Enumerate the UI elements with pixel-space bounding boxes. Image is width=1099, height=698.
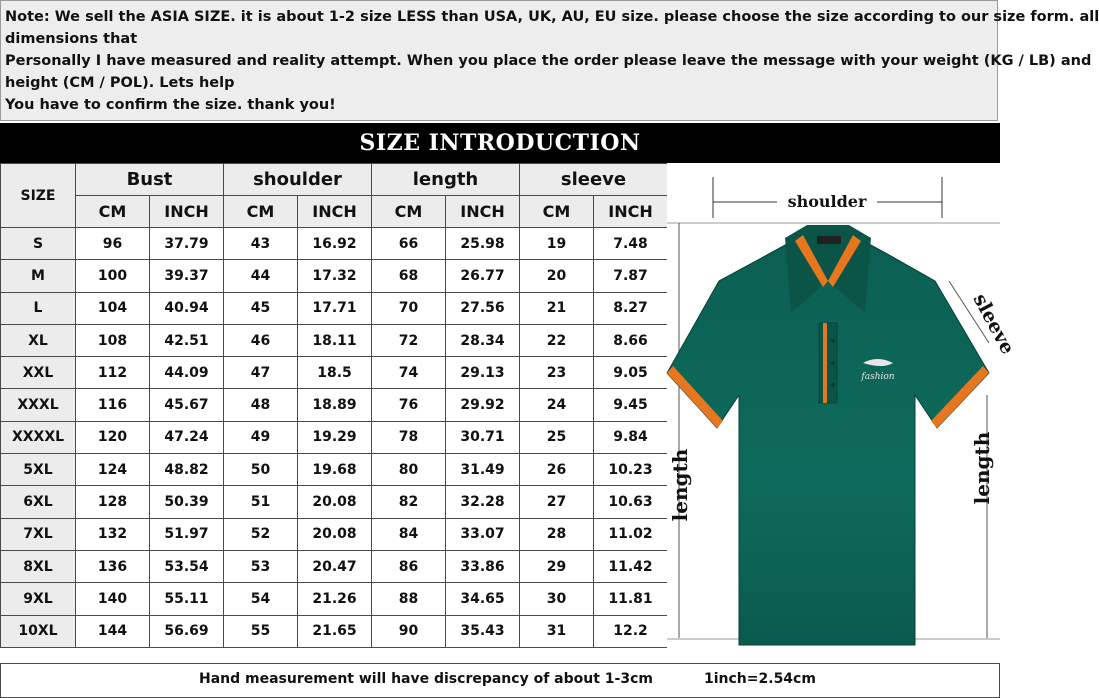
measurement-cell: 128 xyxy=(76,486,150,518)
measurement-cell: 35.43 xyxy=(446,615,520,647)
measurement-cell: 21.26 xyxy=(298,583,372,615)
measurement-cell: 66 xyxy=(372,228,446,260)
size-cell: M xyxy=(1,260,76,292)
measurement-cell: 96 xyxy=(76,228,150,260)
measurement-cell: 52 xyxy=(224,518,298,550)
size-cell: 5XL xyxy=(1,454,76,486)
measurement-cell: 43 xyxy=(224,228,298,260)
measurement-cell: 19.29 xyxy=(298,421,372,453)
measurement-cell: 45.67 xyxy=(150,389,224,421)
table-row xyxy=(1,486,668,518)
measurement-cell: 18.5 xyxy=(298,357,372,389)
measurement-cell: 19 xyxy=(520,228,594,260)
measurement-cell: 27 xyxy=(520,486,594,518)
footer-bar xyxy=(0,663,1000,698)
measurement-cell: 11.81 xyxy=(594,583,668,615)
unit-header: CM xyxy=(372,196,446,228)
measurement-cell: 27.56 xyxy=(446,292,520,324)
note-line: Note: We sell the ASIA SIZE. it is about 1-2 size LESS than USA, UK, AU, EU size. please choose the size according to our size form. all xyxy=(5,9,1099,25)
measurement-cell: 32.28 xyxy=(446,486,520,518)
measurement-cell: 26.77 xyxy=(446,260,520,292)
measurement-cell: 100 xyxy=(76,260,150,292)
shoulder-header: shoulder xyxy=(224,164,372,196)
measurement-cell: 25.98 xyxy=(446,228,520,260)
table-row xyxy=(1,292,668,324)
measurement-cell: 39.37 xyxy=(150,260,224,292)
size-cell: XXL xyxy=(1,357,76,389)
measurement-cell: 51.97 xyxy=(150,518,224,550)
measurement-cell: 45 xyxy=(224,292,298,324)
collar-tag xyxy=(817,236,841,244)
size-table xyxy=(0,163,668,648)
shirt-body xyxy=(667,233,989,645)
note-line: Personally I have measured and reality attempt. When you place the order please leave the message with your weight (KG / LB) and xyxy=(5,53,1092,69)
measurement-cell: 50.39 xyxy=(150,486,224,518)
unit-header: CM xyxy=(76,196,150,228)
placket-trim xyxy=(823,323,827,403)
measurement-cell: 31.49 xyxy=(446,454,520,486)
measurement-cell: 11.42 xyxy=(594,550,668,582)
measurement-cell: 10.23 xyxy=(594,454,668,486)
measurement-cell: 19.68 xyxy=(298,454,372,486)
measurement-cell: 9.45 xyxy=(594,389,668,421)
measurement-cell: 74 xyxy=(372,357,446,389)
polo-shirt-illustration xyxy=(667,163,1019,663)
measurement-cell: 21 xyxy=(520,292,594,324)
shoulder-label: shoulder xyxy=(787,192,867,211)
note-line: dimensions that xyxy=(5,31,138,47)
button xyxy=(831,339,835,343)
bust-header: Bust xyxy=(76,164,224,196)
button xyxy=(831,383,835,387)
length-label-right: length xyxy=(970,431,994,505)
measurement-cell: 80 xyxy=(372,454,446,486)
size-cell: 8XL xyxy=(1,550,76,582)
size-note xyxy=(0,0,1099,121)
sleeve-label: sleeve xyxy=(968,290,1019,358)
measurement-cell: 88 xyxy=(372,583,446,615)
table-row xyxy=(1,421,668,453)
measurement-cell: 53.54 xyxy=(150,550,224,582)
measurement-cell: 144 xyxy=(76,615,150,647)
measurement-cell: 54 xyxy=(224,583,298,615)
measurement-cell: 29 xyxy=(520,550,594,582)
size-cell: XXXXL xyxy=(1,421,76,453)
measurement-cell: 46 xyxy=(224,324,298,356)
measurement-cell: 8.27 xyxy=(594,292,668,324)
brand-text: fashion xyxy=(861,372,895,382)
measurement-cell: 20.08 xyxy=(298,518,372,550)
table-row xyxy=(1,357,668,389)
unit-header: INCH xyxy=(594,196,668,228)
size-cell: XXXL xyxy=(1,389,76,421)
unit-header: INCH xyxy=(150,196,224,228)
measurement-cell: 30 xyxy=(520,583,594,615)
note-line: You have to confirm the size. thank you! xyxy=(5,97,336,113)
measurement-cell: 70 xyxy=(372,292,446,324)
measurement-cell: 28.34 xyxy=(446,324,520,356)
measurement-cell: 22 xyxy=(520,324,594,356)
unit-header: CM xyxy=(520,196,594,228)
table-row xyxy=(1,324,668,356)
size-cell: XL xyxy=(1,324,76,356)
table-row xyxy=(1,228,668,260)
measurement-cell: 33.86 xyxy=(446,550,520,582)
measurement-cell: 17.71 xyxy=(298,292,372,324)
measurement-cell: 18.89 xyxy=(298,389,372,421)
size-cell: S xyxy=(1,228,76,260)
measurement-cell: 17.32 xyxy=(298,260,372,292)
measurement-cell: 140 xyxy=(76,583,150,615)
measurement-cell: 124 xyxy=(76,454,150,486)
measurement-cell: 49 xyxy=(224,421,298,453)
table-row xyxy=(1,389,668,421)
measurement-cell: 7.87 xyxy=(594,260,668,292)
measurement-cell: 44.09 xyxy=(150,357,224,389)
measurement-cell: 11.02 xyxy=(594,518,668,550)
measurement-cell: 40.94 xyxy=(150,292,224,324)
measurement-cell: 16.92 xyxy=(298,228,372,260)
table-row xyxy=(1,550,668,582)
measurement-cell: 33.07 xyxy=(446,518,520,550)
measurement-cell: 78 xyxy=(372,421,446,453)
measurement-cell: 24 xyxy=(520,389,594,421)
unit-header: INCH xyxy=(446,196,520,228)
measurement-cell: 132 xyxy=(76,518,150,550)
measurement-cell: 82 xyxy=(372,486,446,518)
measurement-cell: 56.69 xyxy=(150,615,224,647)
measurement-cell: 18.11 xyxy=(298,324,372,356)
measurement-cell: 48 xyxy=(224,389,298,421)
size-cell: 10XL xyxy=(1,615,76,647)
measurement-cell: 90 xyxy=(372,615,446,647)
measurement-cell: 7.48 xyxy=(594,228,668,260)
conversion-note: 1inch=2.54cm xyxy=(704,671,816,687)
measurement-cell: 20.08 xyxy=(298,486,372,518)
measurement-cell: 8.66 xyxy=(594,324,668,356)
measurement-cell: 47 xyxy=(224,357,298,389)
measurement-cell: 104 xyxy=(76,292,150,324)
measurement-cell: 76 xyxy=(372,389,446,421)
measurement-cell: 20.47 xyxy=(298,550,372,582)
length-label-left: length xyxy=(668,448,692,522)
measurement-cell: 10.63 xyxy=(594,486,668,518)
size-introduction-banner: SIZE INTRODUCTION xyxy=(0,123,1000,163)
measurement-cell: 68 xyxy=(372,260,446,292)
measurement-cell: 120 xyxy=(76,421,150,453)
measurement-cell: 26 xyxy=(520,454,594,486)
table-row xyxy=(1,583,668,615)
measurement-cell: 42.51 xyxy=(150,324,224,356)
measurement-cell: 25 xyxy=(520,421,594,453)
measurement-cell: 112 xyxy=(76,357,150,389)
measurement-cell: 21.65 xyxy=(298,615,372,647)
measurement-cell: 20 xyxy=(520,260,594,292)
measurement-cell: 55.11 xyxy=(150,583,224,615)
shirt-diagram xyxy=(667,163,1019,663)
table-row xyxy=(1,260,668,292)
table-row xyxy=(1,615,668,647)
measurement-cell: 48.82 xyxy=(150,454,224,486)
measurement-cell: 30.71 xyxy=(446,421,520,453)
measurement-cell: 29.92 xyxy=(446,389,520,421)
measurement-cell: 23 xyxy=(520,357,594,389)
measurement-cell: 9.05 xyxy=(594,357,668,389)
measurement-cell: 12.2 xyxy=(594,615,668,647)
note-line: height (CM / POL). Lets help xyxy=(5,75,235,91)
length-header: length xyxy=(372,164,520,196)
sleeve-header: sleeve xyxy=(520,164,668,196)
button xyxy=(831,361,835,365)
measurement-cell: 55 xyxy=(224,615,298,647)
measurement-cell: 47.24 xyxy=(150,421,224,453)
measurement-cell: 86 xyxy=(372,550,446,582)
size-header: SIZE xyxy=(1,164,76,228)
unit-header: INCH xyxy=(298,196,372,228)
measurement-cell: 53 xyxy=(224,550,298,582)
measurement-cell: 29.13 xyxy=(446,357,520,389)
measurement-cell: 34.65 xyxy=(446,583,520,615)
table-row xyxy=(1,518,668,550)
measurement-cell: 116 xyxy=(76,389,150,421)
size-cell: L xyxy=(1,292,76,324)
measurement-cell: 9.84 xyxy=(594,421,668,453)
measurement-cell: 50 xyxy=(224,454,298,486)
measurement-cell: 44 xyxy=(224,260,298,292)
table-row xyxy=(1,454,668,486)
size-cell: 6XL xyxy=(1,486,76,518)
size-cell: 9XL xyxy=(1,583,76,615)
unit-header: CM xyxy=(224,196,298,228)
measurement-cell: 51 xyxy=(224,486,298,518)
measurement-cell: 136 xyxy=(76,550,150,582)
measurement-cell: 72 xyxy=(372,324,446,356)
measurement-cell: 28 xyxy=(520,518,594,550)
discrepancy-note: Hand measurement will have discrepancy of about 1-3cm xyxy=(199,671,653,687)
measurement-cell: 37.79 xyxy=(150,228,224,260)
size-cell: 7XL xyxy=(1,518,76,550)
measurement-cell: 31 xyxy=(520,615,594,647)
measurement-cell: 108 xyxy=(76,324,150,356)
measurement-cell: 84 xyxy=(372,518,446,550)
